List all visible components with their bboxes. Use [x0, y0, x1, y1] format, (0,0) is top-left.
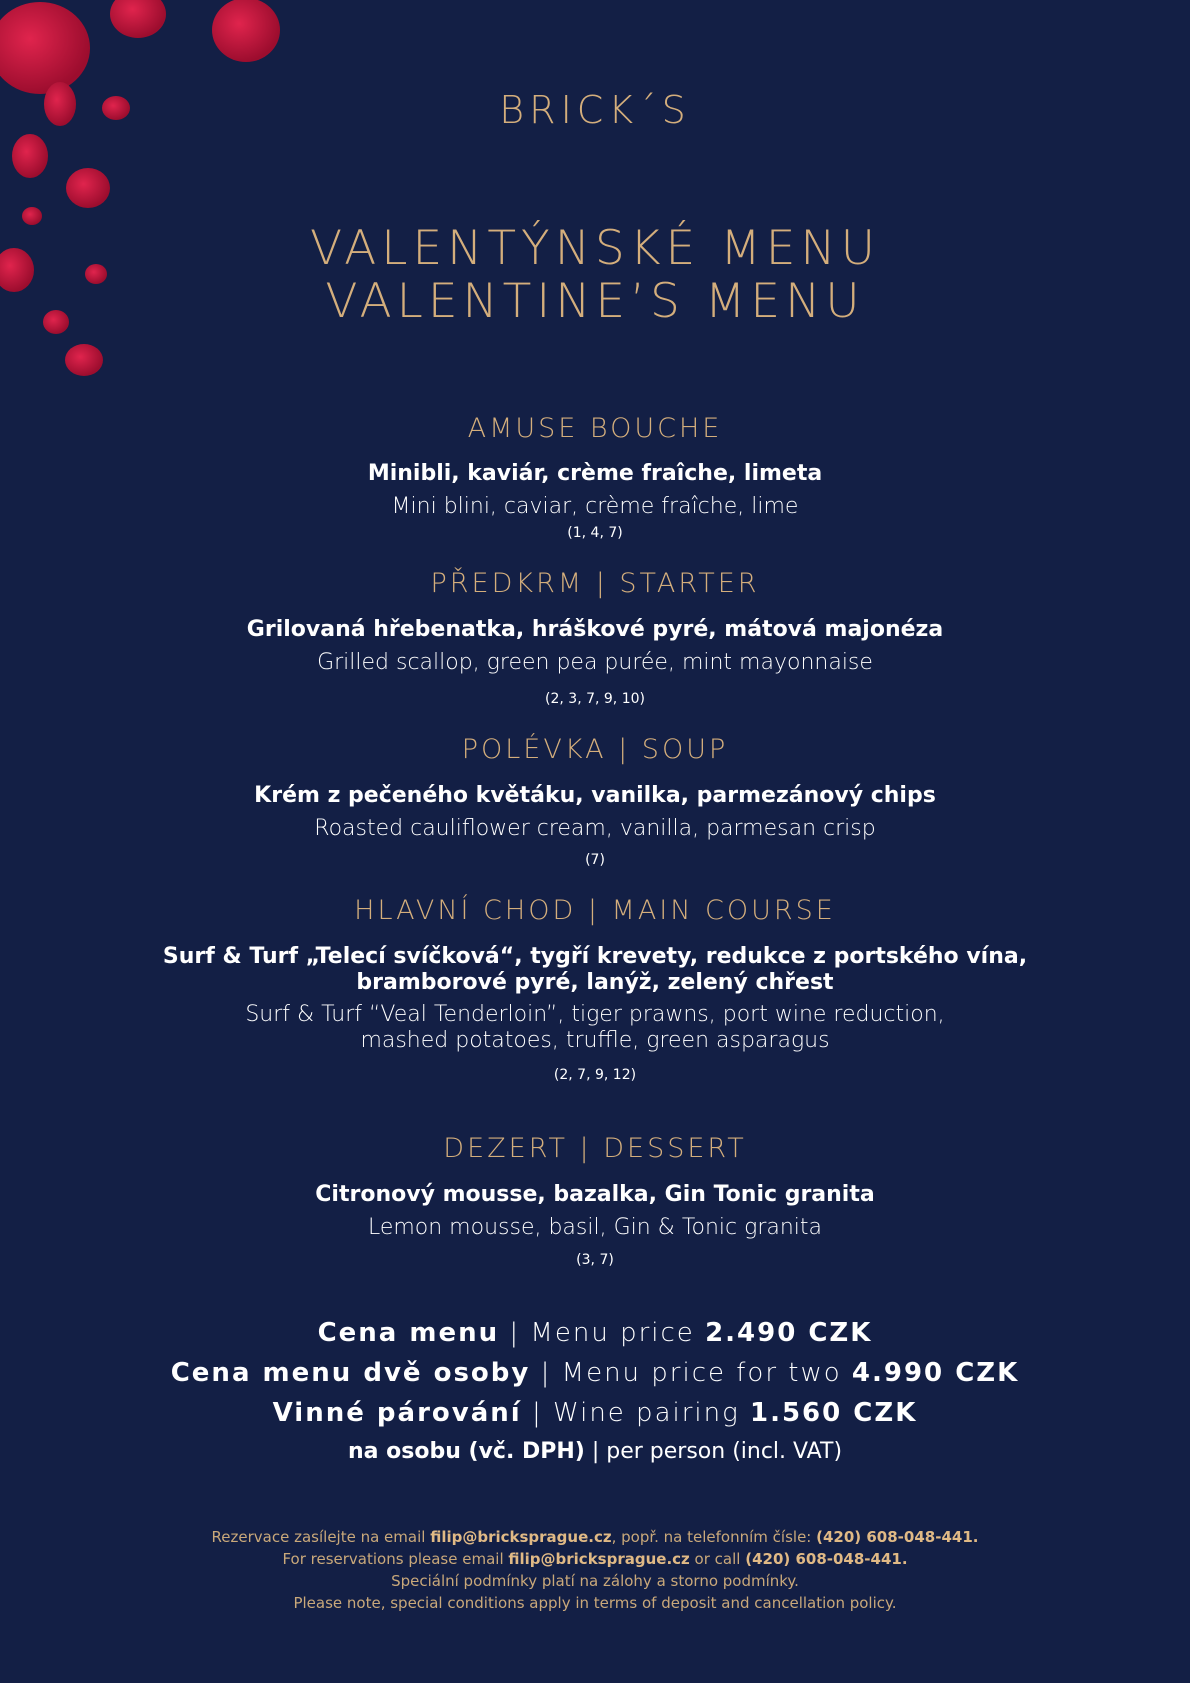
section-heading-dessert: DEZERT | DESSERT	[443, 1133, 747, 1164]
price-two-value: 4.990 CZK	[851, 1358, 1020, 1388]
price-menu	[0, 1318, 1190, 1348]
dish-en-line1: Surf & Turf “Veal Tenderloin”, tiger prawns, port wine reduction,	[245, 1002, 945, 1027]
per-person-note	[0, 1439, 1190, 1464]
reservation-line-en	[0, 1548, 1190, 1570]
petal	[110, 0, 166, 38]
petal	[65, 344, 103, 376]
dish-cz: Citronový mousse, bazalka, Gin Tonic granita	[315, 1182, 875, 1207]
allergens: (2, 7, 9, 12)	[553, 1067, 637, 1083]
phone-link[interactable]: (420) 608-048-441.	[816, 1528, 979, 1546]
menu-title-en: VALENTINE’S MENU	[325, 274, 865, 329]
price-wine-value: 1.560 CZK	[749, 1398, 918, 1428]
price-menu-two	[0, 1358, 1190, 1388]
price-menu-label-en: | Menu price	[509, 1318, 695, 1348]
per-person-en: | per person (incl. VAT)	[591, 1439, 843, 1464]
menu-title-cz: VALENTÝNSKÉ MENU	[309, 221, 880, 276]
dish-cz: Grilovaná hřebenatka, hráškové pyré, mátová majonéza	[246, 617, 944, 642]
conditions-en: Please note, special conditions apply in terms of deposit and cancellation policy.	[293, 1594, 897, 1612]
phone-link[interactable]: (420) 608-048-441.	[745, 1550, 908, 1568]
email-link[interactable]: filip@bricksprague.cz	[430, 1528, 612, 1546]
email-link[interactable]: filip@bricksprague.cz	[508, 1550, 690, 1568]
reservation-info	[0, 1526, 1190, 1614]
reservation-text: or call	[689, 1550, 746, 1568]
rose-petals-decoration	[0, 0, 300, 400]
price-wine-label-cz: Vinné párování	[272, 1398, 522, 1428]
dish-cz-line2: bramborové pyré, lanýž, zelený chřest	[356, 970, 834, 995]
price-wine-pairing	[0, 1398, 1190, 1428]
section-heading-amuse-bouche: AMUSE BOUCHE	[467, 413, 723, 444]
allergens: (7)	[585, 852, 605, 868]
petal	[66, 168, 110, 208]
price-two-label-en: | Menu price for two	[540, 1358, 842, 1388]
petal	[0, 2, 90, 94]
dish-en: Mini blini, caviar, crème fraîche, lime	[391, 494, 799, 519]
price-menu-label-cz: Cena menu	[317, 1318, 500, 1348]
dish-cz: Krém z pečeného květáku, vanilka, parmezánový chips	[254, 783, 936, 808]
dish-en: Lemon mousse, basil, Gin & Tonic granita	[367, 1215, 823, 1240]
reservation-line-cz	[0, 1526, 1190, 1548]
petal	[12, 134, 48, 178]
dish-en: Roasted cauliflower cream, vanilla, parmesan crisp	[314, 816, 876, 841]
section-heading-main-course: HLAVNÍ CHOD | MAIN COURSE	[354, 895, 836, 926]
brand-logo: BRICK´S	[499, 88, 691, 132]
allergens: (1, 4, 7)	[567, 525, 623, 541]
section-heading-soup: POLÉVKA | SOUP	[461, 734, 729, 765]
reservation-text: Rezervace zasílejte na email	[211, 1528, 431, 1546]
conditions-cz: Speciální podmínky platí na zálohy a storno podmínky.	[391, 1572, 799, 1590]
reservation-text: , popř. na telefonním čísle:	[611, 1528, 817, 1546]
price-menu-value: 2.490 CZK	[705, 1318, 873, 1348]
price-wine-label-en: | Wine pairing	[531, 1398, 740, 1428]
section-heading-starter: PŘEDKRM | STARTER	[430, 568, 760, 599]
dish-cz-line1: Surf & Turf „Telecí svíčková“, tygří krevety, redukce z portského vína,	[162, 944, 1028, 969]
dish-en: Grilled scallop, green pea purée, mint mayonnaise	[317, 650, 873, 675]
per-person-cz: na osobu (vč. DPH)	[347, 1439, 585, 1464]
petal	[212, 0, 280, 62]
dish-cz: Minibli, kaviár, crème fraîche, limeta	[367, 461, 823, 486]
allergens: (3, 7)	[576, 1252, 614, 1268]
dish-en-line2: mashed potatoes, truffle, green asparagus	[360, 1028, 830, 1053]
reservation-text: For reservations please email	[282, 1550, 509, 1568]
price-two-label-cz: Cena menu dvě osoby	[170, 1358, 531, 1388]
allergens: (2, 3, 7, 9, 10)	[545, 691, 645, 707]
